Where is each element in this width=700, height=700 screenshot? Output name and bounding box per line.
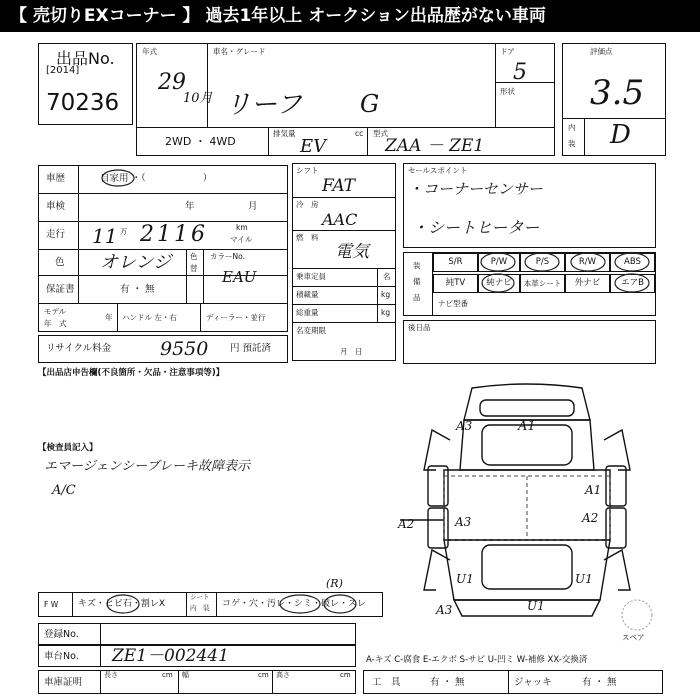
tools-options: 有 ・ 無 [430, 677, 465, 688]
model-year-unit: 年 [105, 313, 113, 322]
damage-mark-front-left: A3 [456, 419, 473, 433]
seat-label-2: 内 装 [190, 604, 210, 612]
km-unit: km [236, 223, 248, 232]
mile-unit: マイル [230, 235, 253, 244]
sales-point-1: ・コーナーセンサー [408, 180, 543, 198]
damage-mark-rear-right: U1 [575, 572, 593, 586]
model-year-label-1: モデル [44, 307, 67, 316]
color-code-label: カラーNo. [210, 252, 245, 261]
capacity-unit: 名 [383, 272, 391, 281]
equip-pw: P/W [478, 253, 520, 272]
width-label: 幅 [182, 671, 189, 679]
notice-label: 【出品店申告欄(不良箇所・欠品・注意事項等)】 [38, 368, 225, 378]
shape-label: 形状 [500, 87, 515, 96]
mileage-value: 2116 [140, 222, 208, 247]
interior-label-2: 装 [568, 139, 576, 148]
condition-note: (R) [326, 577, 343, 590]
lot-label: 出品No. [56, 49, 115, 68]
name-label: 車名・グレード [213, 47, 266, 56]
door-value: 5 [513, 60, 527, 85]
navi-label: ナビ型番 [438, 299, 468, 308]
equip-airbag: エアB [610, 274, 655, 293]
equip-ext-navi: 外ナビ [565, 274, 610, 293]
equip-ps: P/S [520, 253, 565, 272]
shift-value: FAT [322, 176, 356, 196]
equip-navi: 純ナビ [478, 274, 520, 293]
equipment-label-3: 品 [413, 293, 421, 302]
chassis-label: 車台No. [44, 651, 79, 662]
length-label: 長さ [104, 671, 118, 679]
equip-leather: 本革シート [520, 274, 565, 293]
width-unit: cm [258, 671, 269, 679]
grade-value: G [360, 90, 380, 118]
lot-number: 70236 [46, 90, 120, 116]
mileage-man: 11 [92, 224, 118, 248]
model-year-label-2: 年 式 [44, 319, 67, 328]
damage-mark-bumper: A3 [436, 603, 453, 617]
inspector-line-1: エマージェンシーブレーキ故障表示 [44, 459, 250, 474]
sales-point-2: ・シートヒーター [412, 218, 540, 237]
fuel-value: 電気 [335, 242, 369, 262]
spare-label: スペア [622, 633, 645, 642]
score-value: 3.5 [590, 73, 645, 113]
recycle-value: 9550 [160, 338, 209, 360]
ac-value: AAC [322, 210, 358, 229]
height-unit: cm [340, 671, 351, 679]
color-change-label-1: 色 [190, 252, 198, 261]
handle-label: ハンドル 左・右 [122, 313, 177, 322]
seat-label-1: シート [190, 593, 210, 601]
damage-mark-right-front: A1 [585, 483, 602, 497]
later-label: 後日品 [408, 323, 431, 332]
interior-value: D [610, 120, 631, 150]
color-value: オレンジ [100, 252, 172, 273]
recycle-unit: 円 預託済 [230, 343, 272, 354]
displacement-value: EV [300, 136, 327, 157]
warranty-label: 保証書 [46, 284, 75, 295]
damage-mark-front: A1 [518, 419, 536, 434]
fw-label: F W [44, 600, 59, 609]
height-label: 高さ [276, 671, 290, 679]
weight-label: 総重量 [296, 308, 319, 317]
legend-text: A-キズ C-腐食 E-エクボ S-サビ U-凹ミ W-補修 XX-交換済 [366, 655, 588, 665]
load-label: 積載量 [296, 290, 319, 299]
color-change-label-2: 替 [190, 264, 198, 273]
chassis-value: ZE1－002441 [112, 646, 229, 666]
model-value: ZAA － ZE1 [385, 136, 485, 156]
color-code-value: EAU [222, 268, 257, 286]
mileage-label: 走行 [46, 229, 66, 240]
equip-abs: ABS [610, 253, 655, 272]
cc-label: cc [355, 129, 364, 138]
score-label: 評価点 [590, 47, 613, 56]
equip-tv: 純TV [433, 274, 478, 293]
warranty-options: 有 ・ 無 [120, 284, 155, 295]
man-unit: 万 [120, 227, 128, 236]
banner: 【 売切りEXコーナー 】 過去1年以上 オークション出品歴がない車両 [0, 0, 700, 32]
length-unit: cm [162, 671, 173, 679]
fw-items: キズ・ヒビ石・割レX [78, 599, 165, 609]
dealer-label: ディーラー・並行 [206, 313, 266, 322]
shift-label: シフト [296, 166, 319, 175]
damage-mark-rear-left: U1 [456, 572, 474, 586]
jack-label: ジャッキ [514, 677, 552, 688]
door-label: ドア [500, 47, 515, 56]
spare-tire-icon [620, 598, 654, 632]
name-value: リーフ [225, 90, 302, 120]
damage-mark-rear: U1 [527, 599, 545, 613]
lot-year: [2014] [46, 65, 80, 76]
equip-sr: S/R [433, 253, 478, 272]
damage-mark-left-side: A2 [398, 517, 415, 531]
damage-mark-right-door: A2 [582, 511, 599, 525]
weight-unit: kg [381, 308, 391, 317]
inspection-label: 車検 [46, 201, 66, 212]
recycle-label: リサイクル料金 [46, 343, 112, 354]
year-value: 29 [158, 70, 186, 95]
color-label: 色 [55, 257, 65, 268]
capacity-label: 乗車定員 [296, 272, 326, 281]
damage-mark-left-door: A3 [455, 515, 472, 529]
model-label: 型式 [373, 129, 388, 138]
load-unit: kg [381, 290, 391, 299]
equipment-label-1: 装 [413, 261, 421, 270]
history-label: 車歴 [46, 173, 66, 184]
displacement-label: 排気量 [273, 129, 296, 138]
ac-label: 冷 房 [296, 200, 319, 209]
tools-label: 工 具 [372, 677, 401, 688]
reg-box [38, 623, 356, 645]
tools-box [363, 670, 663, 694]
cert-box [38, 670, 356, 694]
inspection-month-unit: 月 [248, 201, 258, 212]
inspector-label: 【検査員記入】 [38, 443, 98, 453]
cert-label: 車庫証明 [44, 677, 83, 688]
jack-options: 有 ・ 無 [582, 677, 617, 688]
rename-unit: 月 日 [340, 347, 363, 356]
history-options: 自家用 ・（ ） [100, 173, 213, 184]
year-label: 年式 [142, 47, 157, 56]
interior-label-1: 内 [568, 123, 576, 132]
sales-label: セールスポイント [408, 166, 468, 175]
drive-label: 2WD ・ 4WD [165, 135, 236, 148]
equip-rw: R/W [565, 253, 610, 272]
month-value: 10月 [183, 91, 213, 106]
inspector-line-2: A/C [52, 483, 76, 498]
reg-label: 登録No. [44, 629, 79, 640]
rename-label: 名変期限 [296, 326, 326, 335]
fuel-label: 燃 料 [296, 233, 319, 242]
equipment-label-2: 備 [413, 277, 421, 286]
seat-items: コゲ・穴・汚レ・シミ・破レ・スレ [222, 599, 367, 609]
inspection-year-unit: 年 [185, 201, 195, 212]
